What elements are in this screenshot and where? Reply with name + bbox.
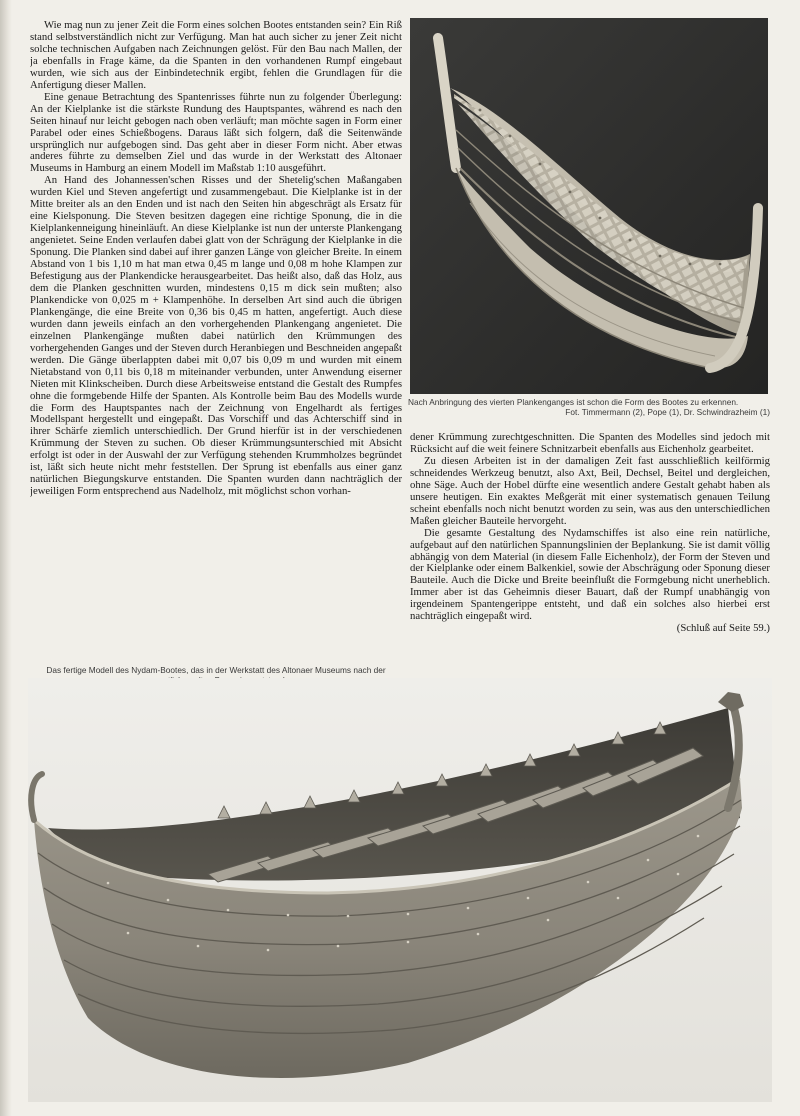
caption-bottom-photo: Das fertige Modell des Nydam-Bootes, das in der Werkstatt des Altonaer Museums nach der bbox=[46, 665, 386, 675]
caption-text: Nach Anbringung des vierten Plankenganges ist schon die Form des Bootes zu erkennen. bbox=[408, 397, 739, 407]
article-paragraph: Zu diesen Arbeiten ist in der damaligen Zeit fast ausschließlich keilförmig schneidendes Werkzeug benutzt, also Axt, Beil, Dechsel, Beitel und dergleichen, ohne Säge. Auch der Hobel dürfte eine wesentlich andere Gestalt gehabt haben als unsere heutigen. Ein exaktes Meßgerät mit einer systematisch genauen Teilung scheint ebenfalls noch nicht benutzt worden zu sein, was aus den unterschiedlichen Maßen gleicher Bauteile hervorgeht. bbox=[410, 454, 770, 527]
article-paragraph: Eine genaue Betrachtung des Spantenrisses führte nun zu folgender Überlegung: An der Kielplanke ist die stärkste Rundung des Hauptspantes, während es nach den Seiten hinauf nur leicht gebogen nach oben verläuft; man möchte sagen in Form einer Parabel oder eines Schießbogens. Daraus läßt sich folgern, daß die Seitenwände ursprünglich nur aufgebogen sind. Das geht aber in dieser Form nicht. Aber etwas anderes führte zu demselben Ziel und das wurde in der Werkstatt des Altonaer Museums in Hamburg an einem Modell im Maßstab 1:10 ausgeführt. bbox=[30, 90, 402, 175]
article-paragraph: An Hand des Johannessen'schen Risses und der Shetelig'schen Maßangaben wurden Kiel und Steven angefertigt und zusammengebaut. Die Kielplanke ist in der Mitte breiter als an den Enden und ist nach den Seiten hin abgeschrägt als Ersatz für eine Kielsponung. Die Steven besitzen dagegen eine richtige Sponung, die in die Kielplankenneigung hineinläuft. An diese Kielplanke ist nun der unterste Plankengang angenietet. Seine Enden verlaufen dabei glatt von der Schrägung der Kielplanke in die Sponung. Die Planken sind dabei auf ihrer ganzen Länge von gleicher Breite. In einem Abstand von 1 bis 1,10 m hat man etwa 0,45 m lange und 0,08 m hohe Klampen zur Befestigung aus der Plankendicke herausgearbeitet. Das heißt also, daß das Holz, aus dem die Planken geschnitten wurden, mindestens 0,15 m dick sein mußten; also Plankendicke von 0,025 m + Klampenhöhe. In derselben Art sind auch die übrigen Plankengänge, die eine Breite von 0,36 bis 0,45 m hatten, angefertigt. Auch diese wurden dann jeweils einfach an den vorhergehenden Plankengang angenietet. Die einzelnen Plankengänge mußten dabei natürlich den Krümmungen des vorhergehenden Ganges und der Steven durch Heranbiegen und Beschneiden angepaßt werden. Die Gänge überlappten dabei mit 0,07 bis 0,09 m und wurden mit einem Nietabstand von 0,11 bis 0,18 m miteinander verbunden, unter Anwendung eiserner Nieten mit Klinkscheiben. Durch diese Arbeitsweise entstand die Gestalt des Rumpfes ohne die formgebende Hilfe der Spanten. Als Kontrolle beim Bau des Modells wurde die Form des Hauptspantes nach der Zeichnung von Engelhardt als fertiges Modellspant hergestellt und eingepaßt. Das Vorschiff und das Achterschiff sind in ihrer Schärfe ziemlich unterschiedlich. Der Grund hierfür ist in der verschiedenen Krümmung der Steven zu suchen. Ob dieser Krümmungsunterschied mit Absicht erfolgt ist oder in der Auswahl der zur Verfügung stehenden Krummholzes begründet ist, läßt sich heute nicht mehr feststellen. Der Sprung ist ebenfalls aus einer ganz natürlichen Biegungskurve entstanden. Die Spanten wurden dann nachträglich der jeweiligen Form entsprechend aus Nadelholz, mit möglichst schon vorhan- bbox=[30, 174, 402, 498]
photo-hull-under-construction bbox=[410, 18, 768, 394]
caption-top-photo bbox=[408, 398, 770, 417]
article-paragraph: Die gesamte Gestaltung des Nydamschiffes ist also eine rein natürliche, aufgebaut auf den natürlichen Spannungslinien der Beplankung. Sie ist damit völlig abhängig von dem Material (in diesem Falle Eichenholz), der Form der Steven und der Kielplanke oder einem Balkenkiel, sowie der Abschrägung oder Sponung dieser Bauteile. Auch die Dicke und Breite beeinflußt die Formgebung nicht unerheblich. Immer aber ist das Geheimnis dieser Bauart, daß der Rumpf unabhängig von irgendeinem Spantengerippe entsteht, und daß ein solches also hierbei erst nachträglich eingepaßt wird. bbox=[410, 526, 770, 623]
continued-note: (Schluß auf Seite 59.) bbox=[676, 622, 770, 635]
article-paragraph: dener Krümmung zurechtgeschnitten. Die Spanten des Modelles sind jedoch mit Rücksicht auf die weit feinere Schnitzarbeit ebenfalls aus Eichenholz gearbeitet. bbox=[410, 432, 770, 455]
page-edge-shadow bbox=[0, 0, 12, 1116]
article-column-right bbox=[410, 432, 770, 664]
article-column-left bbox=[30, 20, 402, 664]
article-paragraph: Wie mag nun zu jener Zeit die Form eines solchen Bootes entstanden sein? Ein Riß stand selbstverständlich nicht zur Verfügung. Man hat auch sicher zu jener Zeit nicht solche technischen Aufgaben nach Zeichnungen gelöst. Für den Bau nach Mallen, der ja ebenfalls in Frage käme, da die Spanten in den vorhandenen Rumpf eingebaut wurden, wie sich aus der Einbindetechnik ergibt, fehlen die Grundlagen für die Anfertigung dieser Mallen. bbox=[30, 20, 402, 91]
photo-finished-boat-model bbox=[28, 678, 772, 1102]
photo-credit: Fot. Timmermann (2), Pope (1), Dr. Schwindrazheim (1) bbox=[565, 406, 770, 417]
